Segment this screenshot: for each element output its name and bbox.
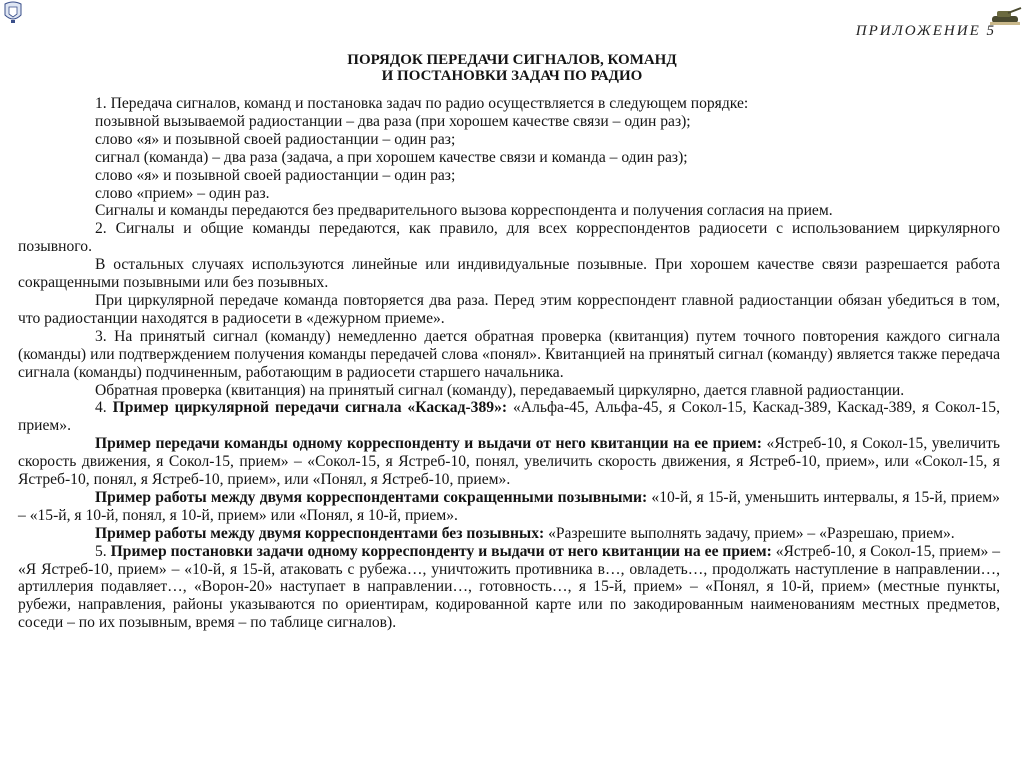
- paragraph-text: слово «я» и позывной своей радиостанции – один раз;: [95, 130, 456, 148]
- paragraph: [18, 220, 1000, 256]
- paragraph-text: «10-й, я 15-й, уменьшить интервалы, я 15-й, прием» – «15-й, я 10-й, понял, я 10-й, прием» или «Понял, я 10-й, прием».: [18, 488, 1000, 524]
- paragraph: [18, 167, 1000, 185]
- paragraph-text: «Ястреб-10, я Сокол-15, увеличить скорость движения, я Сокол-15, прием» – «Сокол-15, я Ястреб-10, понял, увеличить скорость движения, я Ястреб-10, прием», или «Сокол-15, я Ястреб-10, понял, я Ястреб-10, прием», или «Понял, я Ястреб-10, прием».: [18, 435, 1000, 489]
- paragraph: [18, 185, 1000, 203]
- paragraph-text: При циркулярной передаче команда повторяется два раза. Перед этим корреспондент главной радиостанции обязан убедиться в том, что радиостанции находятся в радиосети в «дежурном приеме».: [18, 291, 1000, 327]
- paragraph-number: 5.: [95, 542, 111, 560]
- emblem-icon: [2, 1, 24, 25]
- paragraph-text: слово «прием» – один раз.: [95, 184, 270, 202]
- paragraph-text: слово «я» и позывной своей радиостанции – один раз;: [95, 166, 456, 184]
- paragraph: [18, 113, 1000, 131]
- paragraph-heading: Пример работы между двумя корреспондентами сокращенными позывными:: [95, 488, 648, 506]
- document-body: [18, 95, 1000, 632]
- paragraph-text: Сигналы и команды передаются без предварительного вызова корреспондента и получения согласия на прием.: [95, 202, 833, 220]
- title-line-2: И ПОСТАНОВКИ ЗАДАЧ ПО РАДИО: [381, 68, 643, 84]
- paragraph-heading: Пример работы между двумя корреспондентами без позывных:: [95, 524, 545, 542]
- appendix-label: ПРИЛОЖЕНИЕ 5: [855, 23, 996, 39]
- paragraph: [18, 525, 1000, 543]
- paragraph: [18, 202, 1000, 220]
- paragraph: [18, 382, 1000, 400]
- paragraph: [18, 399, 1000, 435]
- paragraph-text: «Альфа-45, Альфа-45, я Сокол-15, Каскад-389, Каскад-389, я Сокол-15, прием».: [18, 399, 1000, 435]
- paragraph-number: 4.: [95, 399, 113, 417]
- paragraph: [18, 256, 1000, 292]
- paragraph: [18, 149, 1000, 167]
- paragraph-text: В остальных случаях используются линейные или индивидуальные позывные. При хорошем качестве связи разрешается работа сокращенными позывными или без позывных.: [18, 256, 1000, 292]
- paragraph: [18, 489, 1000, 525]
- paragraph: [18, 292, 1000, 328]
- paragraph: [18, 131, 1000, 149]
- paragraph-text: «Разрешите выполнять задачу, прием» – «Разрешаю, прием».: [544, 524, 955, 542]
- paragraph-heading: Пример циркулярной передачи сигнала «Каскад-389»:: [112, 399, 508, 417]
- paragraph: [18, 328, 1000, 382]
- paragraph-heading: Пример постановки задачи одному корреспонденту и выдачи от него квитанции на ее прием:: [110, 542, 772, 560]
- paragraph-text: Обратная проверка (квитанция) на принятый сигнал (команду), передаваемый циркулярно, дается главной радиостанции.: [95, 381, 905, 399]
- paragraph: [18, 435, 1000, 489]
- paragraph: [18, 543, 1000, 633]
- paragraph-text: сигнал (команда) – два раза (задача, а при хорошем качестве связи и команда – один раз);: [95, 148, 688, 166]
- title-line-1: ПОРЯДОК ПЕРЕДАЧИ СИГНАЛОВ, КОМАНД: [347, 52, 677, 68]
- paragraph-text: позывной вызываемой радиостанции – два раза (при хорошем качестве связи – один раз);: [95, 112, 691, 130]
- document-title: [0, 52, 1024, 84]
- paragraph-text: 2. Сигналы и общие команды передаются, как правило, для всех корреспондентов радиосети с использованием циркулярного позывного.: [18, 220, 1000, 256]
- paragraph-text: 1. Передача сигналов, команд и постановка задач по радио осуществляется в следующем порядке:: [95, 95, 749, 112]
- paragraph-text: «Ястреб-10, я Сокол-15, прием» – «Я Ястреб-10, прием» – «10-й, я 15-й, атаковать с рубежа…, уничтожить противника в…, овладеть…, продолжать наступление в направлении…, артиллерия подавляет…, «Ворон-20» наступает в направлении…, готовность…, я 15-й, прием» – «Понял, я 10-й, прием» (местные пункты, рубежи, направления, районы указываются по ориентирам, кодированной карте или по закодированным наименованиям местных предметов, соседи – по их позывным, время – по таблице сигналов).: [18, 542, 1000, 632]
- paragraph: [18, 95, 1000, 113]
- paragraph-heading: Пример передачи команды одному корреспонденту и выдачи от него квитанции на ее прием:: [95, 435, 762, 453]
- paragraph-text: 3. На принятый сигнал (команду) немедленно дается обратная проверка (квитанция) путем точного повторения каждого сигнала (команды) или подтверждением получения команды передачей слова «понял». Квитанцией на принятый сигнал (команду) является также передача сигнала (команды) подчиненным, работающим в радиосети старшего начальника.: [18, 327, 1000, 381]
